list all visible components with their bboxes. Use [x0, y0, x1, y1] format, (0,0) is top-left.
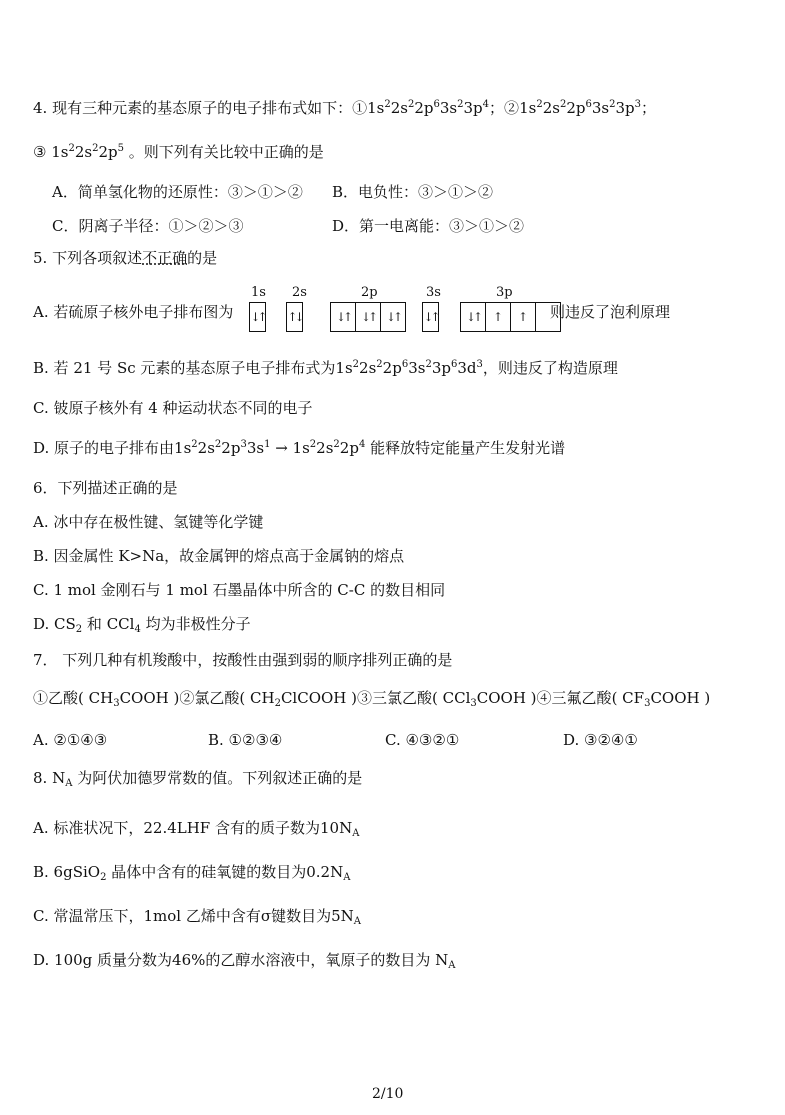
- up-down-arrow-icon: ↓↑: [385, 310, 401, 324]
- orbital-label-2s: 2s: [292, 285, 307, 300]
- q6-stem: 6．下列描述正确的是: [33, 479, 178, 497]
- q4-option-c: C．阴离子半径：①＞②＞③: [52, 217, 244, 235]
- orbital-box-2p: [330, 302, 406, 332]
- orbital-cell: [461, 303, 486, 331]
- q4-option-a: A．简单氢化物的还原性：③＞①＞②: [52, 183, 303, 201]
- q4-option-d: D．第一电离能：③＞①＞②: [332, 217, 525, 235]
- q8-option-c: C. 常温常压下，1mol 乙烯中含有σ键数目为$5N_A$: [33, 907, 361, 927]
- q4-line1: 4. 现有三种元素的基态原子的电子排布式如下：$①1s^22s^22p^63s^23p^4$；$②1s^22s^22p^63s^23p^3$；: [33, 99, 657, 117]
- orbital-cell: [486, 303, 511, 331]
- q8-stem: 8. $N_A$ 为阿伏加德罗常数的值。下列叙述正确的是: [33, 769, 363, 789]
- up-down-arrow-icon: ↓↑: [250, 310, 265, 324]
- orbital-cell: [287, 303, 302, 331]
- q7-option-a: A. ②①④③: [33, 731, 108, 749]
- orbital-label-1s: 1s: [251, 285, 266, 300]
- orbital-cell: [381, 303, 405, 331]
- q7-acid-list: ①乙酸( $CH_3COOH$ )②氯乙酸( $CH_2ClCOOH$ )③三氯乙酸( CCl$_3$COOH )④三氟乙酸( $CF_3COOH$ ): [33, 689, 711, 709]
- orbital-label-2p: 2p: [361, 285, 378, 300]
- q8-option-a: A. 标准状况下，22.4LHF 含有的质子数为$10N_A$: [33, 819, 360, 839]
- up-down-arrow-icon: ↓↑: [360, 310, 376, 324]
- orbital-cell: [331, 303, 356, 331]
- q5-option-d: D. 原子的电子排布由$1s^22s^22p^33s^1 \to 1s^22s^22p^4$ 能释放特定能量产生发射光谱: [33, 439, 566, 457]
- q7-option-d: D. ③②④①: [563, 731, 638, 749]
- up-down-arrow-icon: ↑↓: [287, 310, 302, 324]
- orbital-box-2s: [286, 302, 303, 332]
- q4-option-b: B．电负性：③＞①＞②: [332, 183, 494, 201]
- q4-line2: ③ $1s^22s^22p^5$ 。则下列有关比较中正确的是: [33, 143, 324, 161]
- q6-option-a: A. 冰中存在极性键、氢键等化学键: [33, 513, 264, 531]
- q8-option-b: B. 6gSiO$_2$ 晶体中含有的硅氧键的数目为$0.2N_A$: [33, 863, 351, 883]
- q6-option-b: B. 因金属性 K>Na，故金属钾的熔点高于金属钠的熔点: [33, 547, 405, 565]
- up-arrow-icon: ↑: [517, 310, 529, 324]
- up-arrow-icon: ↑: [492, 310, 504, 324]
- orbital-cell: [250, 303, 265, 331]
- orbital-cell: [423, 303, 438, 331]
- up-down-arrow-icon: ↓↑: [423, 310, 438, 324]
- up-down-arrow-icon: ↓↑: [465, 310, 481, 324]
- orbital-cell: [511, 303, 536, 331]
- page-number: 2/10: [372, 1086, 404, 1102]
- orbital-label-3p: 3p: [496, 285, 513, 300]
- q5-stem: 5. 下列各项叙述不正确的是: [33, 249, 218, 267]
- q7-option-b: B. ①②③④: [208, 731, 283, 749]
- q6-option-d: D. $CS_2$ 和 CCl$_4$ 均为非极性分子: [33, 615, 251, 635]
- q5-stem-emphasis: 不正确: [142, 249, 188, 267]
- q8-option-d: D. 100g 质量分数为46%的乙醇水溶液中，氧原子的数目为 $N_A$: [33, 951, 456, 971]
- orbital-box-1s: [249, 302, 266, 332]
- orbital-box-3p: [460, 302, 561, 332]
- q7-stem: 7． 下列几种有机羧酸中，按酸性由强到弱的顺序排列正确的是: [33, 651, 453, 669]
- q5-option-c: C. 铍原子核外有 4 种运动状态不同的电子: [33, 399, 313, 417]
- q5-option-a-prefix: A. 若硫原子核外电子排布图为: [33, 303, 234, 321]
- q5-option-b: B. 若 21 号 Sc 元素的基态原子电子排布式为$1s^22s^22p^63s^23p^63d^3$，则违反了构造原理: [33, 359, 618, 377]
- orbital-cell: [356, 303, 381, 331]
- q6-option-c: C. 1 mol 金刚石与 1 mol 石墨晶体中所含的 C-C 的数目相同: [33, 581, 446, 599]
- q7-option-c: C. ④③②①: [385, 731, 460, 749]
- up-down-arrow-icon: ↓↑: [335, 310, 351, 324]
- orbital-label-3s: 3s: [426, 285, 441, 300]
- q5-option-a-suffix: 则违反了泡利原理: [550, 303, 671, 321]
- orbital-box-3s: [422, 302, 439, 332]
